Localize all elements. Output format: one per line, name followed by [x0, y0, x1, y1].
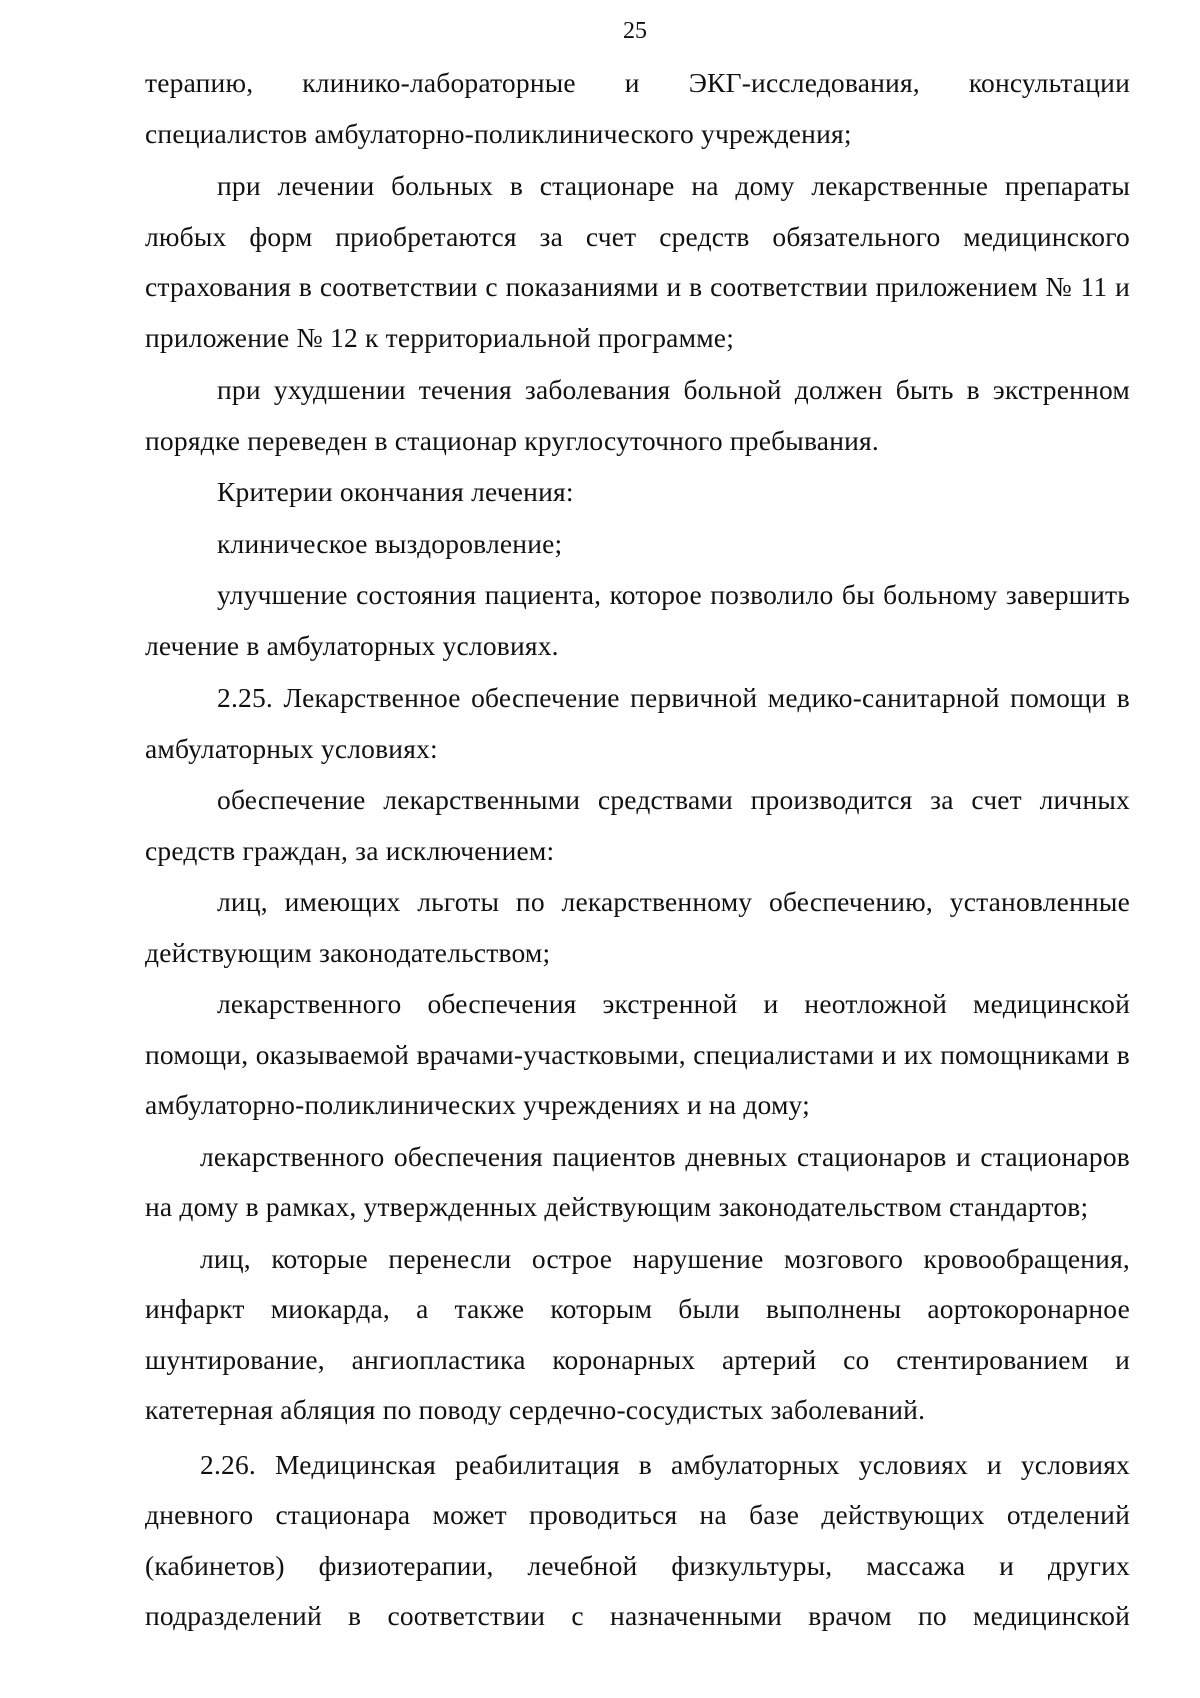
paragraph-clinical-recovery: клиническое выздоровление; — [217, 527, 563, 559]
paragraph-home-hospital-drugs: при лечении больных в стационаре на дому лекарственные препараты любых форм приобретаются за счет средств обязательного медицинского страхования в соответствии с показаниями и в соответствии приложением № 11 и приложение № 12 к территориальной программе; — [145, 170, 1130, 353]
paragraph-completion-criteria: Критерии окончания лечения: — [217, 476, 574, 507]
paragraph-condition-improvement: улучшение состояния пациента, которое позволило бы больному завершить лечение в амбулаторных условиях. — [145, 579, 1130, 661]
paragraph-beneficiaries: лиц, имеющих льготы по лекарственному обеспечению, установленные действующим законодательством; — [145, 886, 1130, 968]
paragraph-drug-provision-personal-funds: обеспечение лекарственными средствами производится за счет личных средств граждан, за исключением: — [145, 784, 1130, 866]
document-body — [145, 58, 1130, 1642]
paragraph-cardiovascular-patients: лиц, которые перенесли острое нарушение мозгового кровообращения, инфаркт миокарда, а также которым были выполнены аортокоронарное шунтирование, ангиопластика коронарных артерий со стентированием и катетерная абляция по поводу сердечно-сосудистых заболеваний. — [145, 1242, 1130, 1425]
paragraph-deterioration-transfer: при ухудшении течения заболевания больной должен быть в экстренном порядке переведен в стационар круглосуточного пребывания. — [145, 374, 1130, 456]
paragraph-emergency-drug-provision: лекарственного обеспечения экстренной и неотложной медицинской помощи, оказываемой врачами-участковыми, специалистами и их помощниками в амбулаторно-поликлинических учреждениях и на дому; — [145, 988, 1130, 1120]
paragraph-day-hospital-drug-provision: лекарственного обеспечения пациентов дневных стационаров и стационаров на дому в рамках, утвержденных действующим законодательством стандартов; — [145, 1140, 1130, 1222]
page-number: 25 — [623, 18, 647, 44]
paragraph-section-2-26: 2.26. Медицинская реабилитация в амбулаторных условиях и условиях дневного стационара может проводиться на базе действующих отделений (кабинетов) физиотерапии, лечебной физкультуры, массажа и других подразделений в соответствии с назначенными врачом по медицинской — [145, 1448, 1130, 1631]
paragraph-section-2-25: 2.25. Лекарственное обеспечение первичной медико-санитарной помощи в амбулаторных условиях: — [145, 682, 1130, 764]
paragraph-continuation-therapy: терапию, клинико-лабораторные и ЭКГ-исследования, консультации специалистов амбулаторно-поликлинического учреждения; — [145, 67, 1130, 149]
